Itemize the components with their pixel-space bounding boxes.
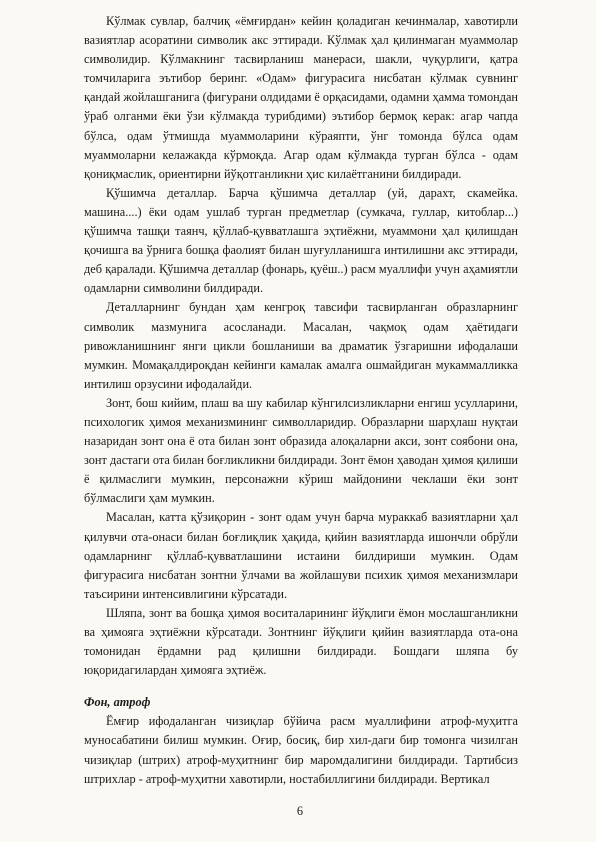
paragraph-details-symbolism: Деталларнинг бундан ҳам кенгроқ тавсифи тасвирланган образларнинг символик мазмунига асосланади. Масалан, чақмоқ одам ҳаётидаги ривожланишнинг янги цикли бошланиши ва драматик ўзгаришни ифодалаши мумкин. Момақалдироқдан кейинги камалак амалга ошмайдиган мукаммалликка интилиш орзусини ифодалайди. — [84, 300, 518, 391]
page-number: 6 — [296, 804, 304, 818]
section-heading: Фон, атроф — [84, 695, 151, 710]
document-body — [84, 12, 518, 789]
paragraph-additional-details: Қўшимча деталлар. Барча қўшимча деталлар (уй, дарахт, скамейка. машина....) ёки одам ушлаб турган предметлар (сумкача, гуллар, китоблар...) қўшимча ташқи таянч, қўллаб-қувватлашга эҳтиёжни, муаммони ҳал қилишдан қочишга ва ўрнига бошқа фаолият билан шуғулланишга интилишни акс эттиради, деб қаралади. Қўшимча деталлар (фонарь, қуёш..) расм муаллифи учун аҳамиятли одамларни символини билдиради. — [84, 185, 518, 296]
paragraph-mushroom: Масалан, катта қўзиқорин - зонт одам учун барча мураккаб вазиятларни ҳал қилувчи ота-онаси билан боғлиқлик ҳақида, қийин вазиятларда ишончли обрўли одамларнинг қўллаб-қувватлашини истаини билдириши мумкин. Одам фигурасига нисбатан зонтни ўлчами ва жойлашуви психик ҳимоя механизмлари таъсирини интенсивлигини кўрсатади. — [84, 510, 518, 601]
paragraph-rain-lines: Ёмғир ифодаланган чизиқлар бўйича расм муаллифини атроф-муҳитга муносабатини билиш мумкин. Оғир, босиқ, бир хил-даги бир томонга чизилган чизиқлар (штрих) атроф-муҳитнинг бир маромдалигини билдиради. Тартибсиз штрихлар - атроф-муҳитни хавотирли, ностабиллигини билдиради. Вертикал — [84, 714, 518, 786]
paragraph-hat: Шляпа, зонт ва бошқа ҳимоя воситаларининг йўқлиги ёмон мослашганликни ва ҳимояга эҳтиёжни кўрсатади. Зонтнинг йўқлиги қийин вазиятларда ота-она томонидан ёрдамни рад қилишни билдиради. Бошдаги шляпа бу юқоридагилардан ҳимояга эҳтиёж. — [84, 605, 518, 678]
paragraph-umbrella: Зонт, бош кийим, плаш ва шу кабилар кўнгилсизликларни енгиш усулларини, психологик ҳимоя механизмининг символларидир. Образларни шарҳлаш нуқтаи назаридан зонт она ё ота билан зонт образида алоқаларни акси, зонт соябони она, зонт дастаги ота билан боғликликни билдиради. Зонт ёмон ҳаводан ҳимоя қилиши ё қилмаслиги мумкин, персонажни кўриш майдонини чеклаши ёки зонт бўлмаслиги ҳам мумкин. — [84, 395, 518, 506]
paragraph-puddle: Кўлмак сувлар, балчиқ «ёмғирдан» кейин қоладиган кечинмалар, хавотирли вазиятлар асоратини символик акс эттиради. Кўлмак ҳал қилинмаган муаммолар символидир. Кўлмакнинг тасвирланиш манераси, шакли, чуқурлиги, қатра томчиларига эътибор беринг. «Одам» фигурасига нисбатан кўлмак сувнинг қандай жойлашганига (фигурани олдидами ё орқасидами, одамни ҳамма томондан ўраб олганми ёки ўзи кўлмакда турибдими) эътибор бермоқ керак: агар чапда бўлса, одам ўтмишда муаммоларини кўраяпти, ўнг томонда бўлса одам муаммоларни келажакда кўрмоқда. Агар одам кўлмакда турган бўлса - одам қониқмаслик, ориентирни йўқотганликни ҳис килаётганини билдиради. — [84, 14, 518, 181]
